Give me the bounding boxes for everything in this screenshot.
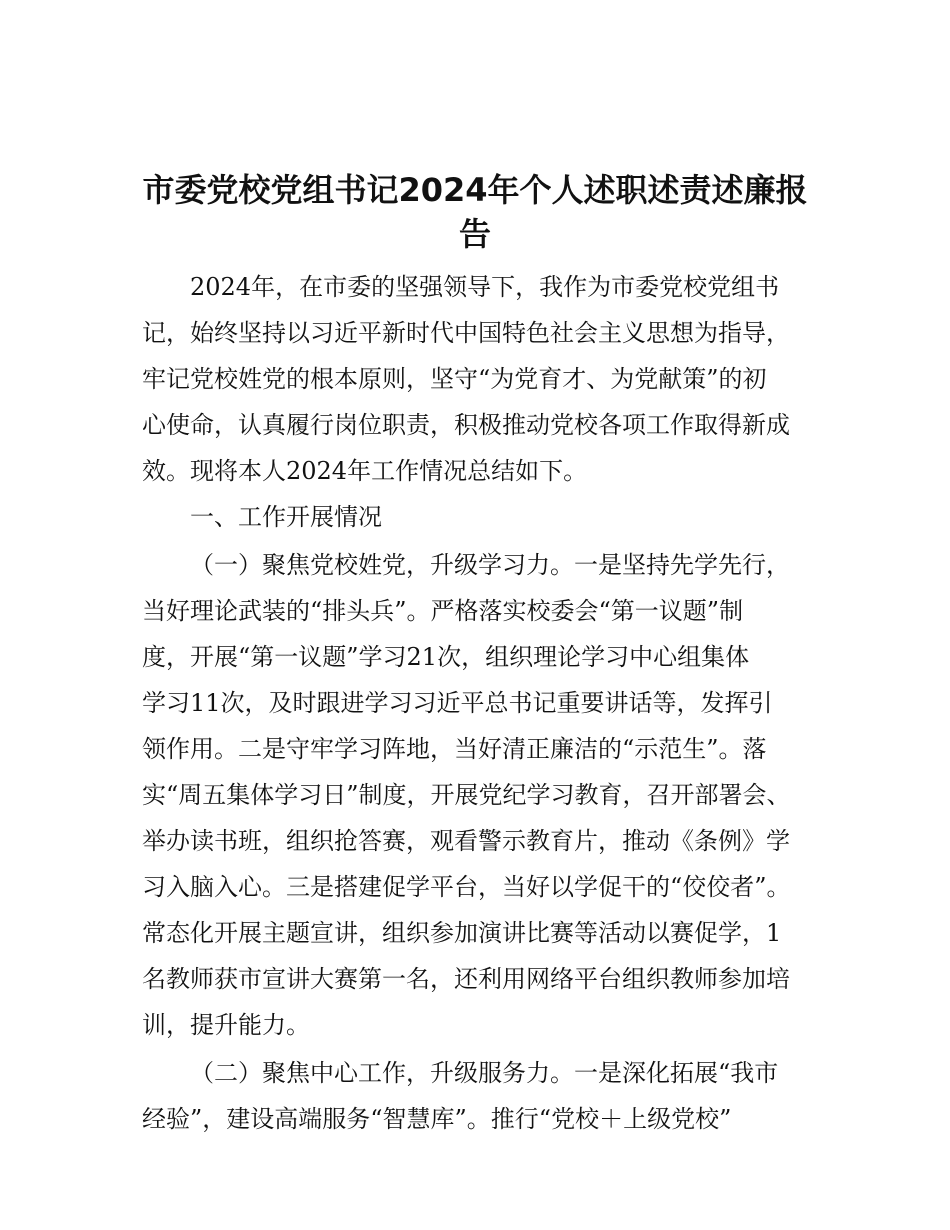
body-line: 记，始终坚持以习近平新时代中国特色社会主义思想为指导， (142, 319, 790, 347)
body-line: 度，开展“第一议题”学习21次，组织理论学习中心组集体 (142, 643, 750, 671)
body-line: 训，提升能力。 (142, 1011, 310, 1039)
body-line: 2024年，在市委的坚强领导下，我作为市委党校党组书 (190, 273, 780, 301)
document-title-line-2: 告 (458, 215, 491, 253)
body-line: 学习11次，及时跟进学习习近平总书记重要讲话等，发挥引 (142, 689, 773, 717)
body-line: 当好理论武装的“排头兵”。严格落实校委会“第一议题”制 (142, 597, 744, 625)
body-line: （一）聚焦党校姓党，升级学习力。一是坚持先学先行， (190, 551, 790, 579)
document-title-line-1: 市委党校党组书记2024年个人述职述责述廉报 (142, 171, 808, 209)
body-line: 实“周五集体学习日”制度，开展党纪学习教育，召开部署会、 (142, 781, 791, 809)
body-line: （二）聚焦中心工作，升级服务力。一是深化拓展“我市 (190, 1059, 779, 1087)
section-heading: 一、工作开展情况 (190, 503, 382, 531)
body-line: 领作用。二是守牢学习阵地，当好清正廉洁的“示范生”。落 (142, 735, 767, 763)
body-line: 经验”，建设高端服务“智慧库”。推行“党校＋上级党校” (142, 1105, 732, 1133)
body-line: 心使命，认真履行岗位职责，积极推动党校各项工作取得新成 (142, 411, 790, 439)
body-line: 举办读书班，组织抢答赛，观看警示教育片，推动《条例》学 (142, 827, 790, 855)
body-line: 习入脑入心。三是搭建促学平台，当好以学促干的“佼佼者”。 (142, 873, 791, 901)
body-line: 常态化开展主题宣讲，组织参加演讲比赛等活动以赛促学，1 (142, 919, 782, 947)
body-line: 名教师获市宣讲大赛第一名，还利用网络平台组织教师参加培 (142, 965, 790, 993)
body-line: 牢记党校姓党的根本原则，坚守“为党育才、为党献策”的初 (142, 365, 767, 393)
body-line: 效。现将本人2024年工作情况总结如下。 (142, 457, 588, 485)
